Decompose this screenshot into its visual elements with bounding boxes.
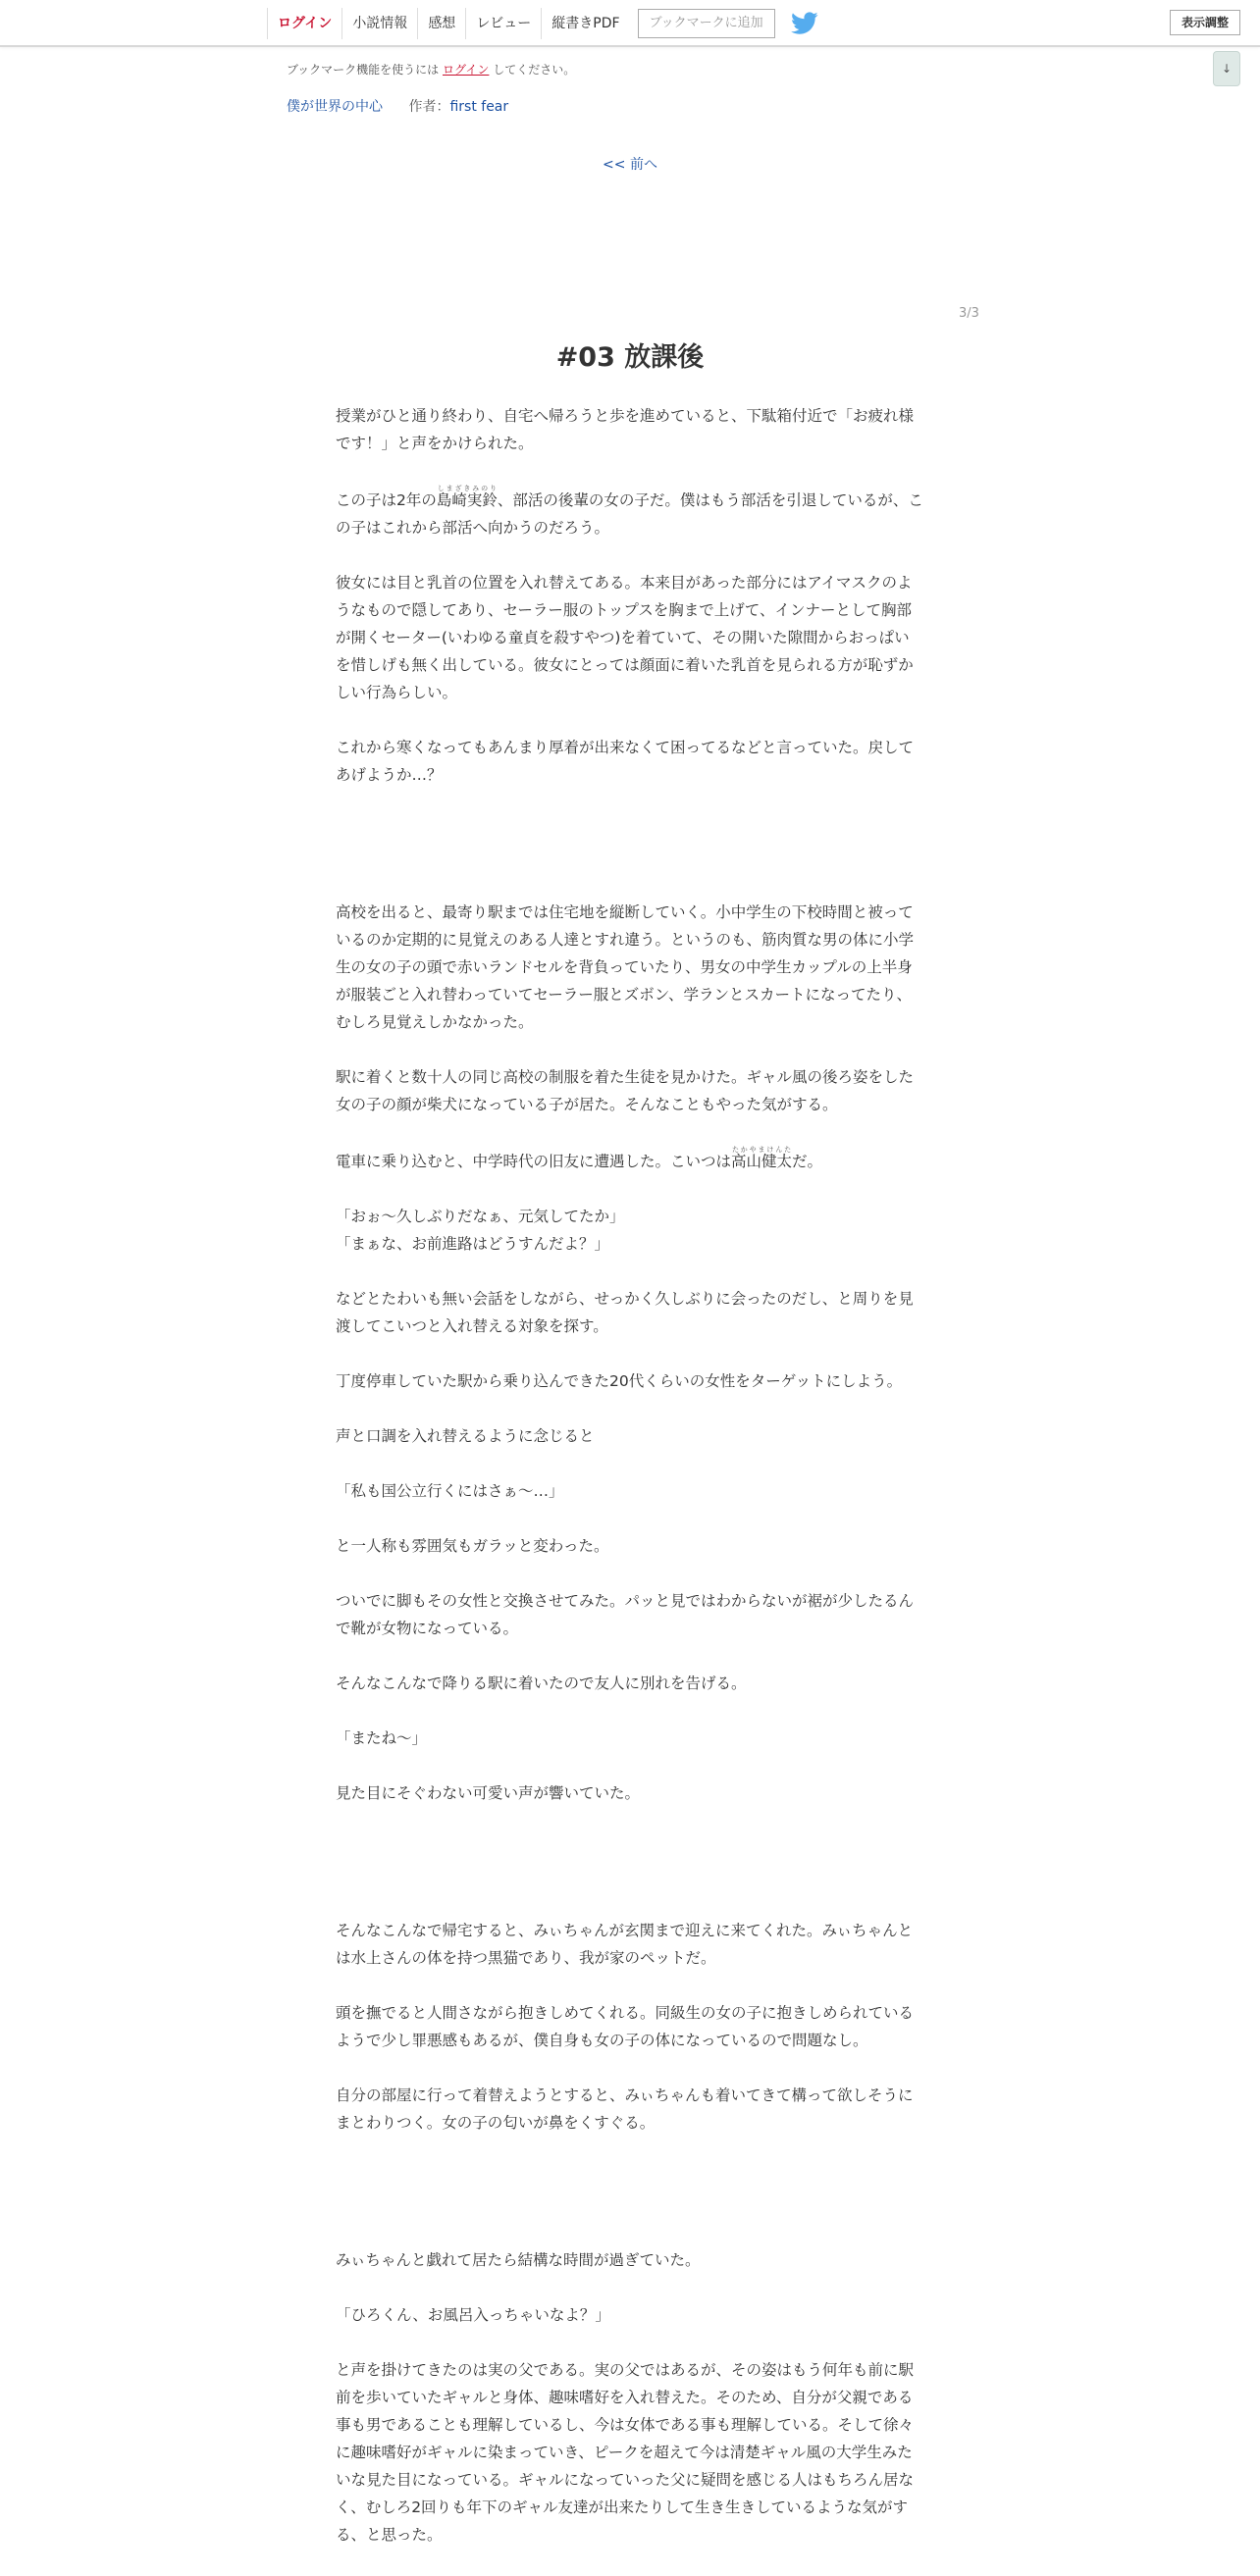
add-bookmark-button[interactable]: ブックマークに追加 bbox=[638, 9, 775, 38]
paragraph: そんなこんなで降りる駅に着いたので友人に別れを告げる。 bbox=[336, 1674, 747, 1692]
scroll-down-button[interactable]: ↓ bbox=[1213, 51, 1240, 86]
chapter-title: #03 放課後 bbox=[555, 342, 705, 373]
ruby-name bbox=[436, 485, 498, 509]
paragraph: と一人称も雰囲気もガラッと変わった。 bbox=[336, 1537, 609, 1555]
display-settings-button[interactable]: 表示調整 bbox=[1170, 10, 1240, 35]
novel-body bbox=[336, 402, 924, 2576]
paragraph: そんなこんなで帰宅すると、みぃちゃんが玄関まで迎えに来てくれた。みぃちゃんとは水上さんの体を持つ黒猫であり、我が家のペットだ。 bbox=[336, 1922, 914, 1967]
prev-page-link[interactable]: << 前へ bbox=[603, 157, 657, 173]
ruby-reading: たかやまけんた bbox=[731, 1146, 793, 1154]
paragraph: 声と口調を入れ替えるように念じると bbox=[336, 1427, 595, 1445]
paragraph bbox=[336, 485, 924, 541]
impressions-link[interactable]: 感想 bbox=[417, 8, 465, 39]
review-link[interactable]: レビュー bbox=[465, 8, 541, 39]
vertical-pdf-link[interactable]: 縦書きPDF bbox=[541, 8, 629, 39]
dialogue-line: 「おぉ～久しぶりだなぁ、元気してたか」 bbox=[336, 1208, 625, 1225]
paragraph: ついでに脚もその女性と交換させてみた。パッと見ではわからないが裾が少したるんで靴が女物になっている。 bbox=[336, 1592, 915, 1637]
author-link[interactable]: first fear bbox=[449, 99, 509, 115]
twitter-icon[interactable] bbox=[791, 12, 818, 35]
text: 電車に乗り込むと、中学時代の旧友に遭遇した。こいつは bbox=[336, 1153, 732, 1170]
novel-title-link[interactable]: 僕が世界の中心 bbox=[287, 99, 383, 115]
dialogue-line: 「またね～」 bbox=[336, 1729, 428, 1747]
paragraph: 授業がひと通り終わり、自宅へ帰ろうと歩を進めていると、下駄箱付近で「お疲れ様です！」と声をかけられた。 bbox=[336, 407, 915, 452]
bookmark-note-text-end: してください。 bbox=[493, 63, 576, 77]
paragraph: 自分の部屋に行って着替えようとすると、みぃちゃんも着いてきて構って欲しそうにまとわりつく。女の子の匂いが鼻をくすぐる。 bbox=[336, 2087, 914, 2132]
bookmark-login-link[interactable]: ログイン bbox=[443, 63, 490, 77]
ruby-reading: しまざきみのり bbox=[436, 485, 498, 492]
paragraph: 彼女には目と乳首の位置を入れ替えてある。本来目があった部分にはアイマスクのようなもので隠してあり、セーラー服のトップスを胸まで上げて、インナーとして胸部が開くセーター(いわゆる童貞を殺すやつ)を着ていて、その開いた隙間からおっぱいを惜しげも無く出している。彼女にとっては顔面に着いた乳首を見られる方が恥ずかしい行為らしい。 bbox=[336, 574, 914, 701]
text: この子は2年の bbox=[336, 491, 437, 509]
paragraph: と声を掛けてきたのは実の父である。実の父ではあるが、その姿はもう何年も前に駅前を歩いていたギャルと身体、趣味嗜好を入れ替えた。そのため、自分が父親である事も男であることも理解しているし、今は女体である事も理解している。そして徐々に趣味嗜好がギャルに染まっていき、ピークを超えて今は清楚ギャル風の大学生みたいな見た目になっている。ギャルになっていった父に疑問を感じる人はもちろん居なく、むしろ2回りも年下のギャル友達が出来たりして生き生きしているような気がする、と思った。 bbox=[336, 2361, 915, 2544]
bookmark-login-note bbox=[287, 61, 575, 77]
novel-meta bbox=[287, 96, 508, 116]
section-gap bbox=[336, 816, 924, 899]
text: 、部活の後輩の女の子だ。僕はもう部活を引退しているが、この子はこれから部活へ向かうのだろう。 bbox=[336, 491, 923, 537]
dialogue-line: 「まぁな、お前進路はどうすんだよ？」 bbox=[336, 1235, 610, 1253]
page-counter: 3/3 bbox=[959, 306, 979, 321]
paragraph: これから寒くなってもあんまり厚着が出来なくて困ってるなどと言っていた。戻してあげようか…？ bbox=[336, 739, 915, 784]
nav-menu bbox=[267, 8, 818, 39]
paragraph bbox=[336, 1146, 924, 1175]
dialogue-line: 「私も国公立行くにはさぁ～…」 bbox=[336, 1482, 564, 1500]
section-gap bbox=[336, 2164, 924, 2246]
author-label: 作者： bbox=[408, 99, 450, 115]
dialogue-line: 「ひろくん、お風呂入っちゃいなよ？」 bbox=[336, 2306, 610, 2324]
paragraph: 駅に着くと数十人の同じ高校の制服を着た生徒を見かけた。ギャル風の後ろ姿をした女の子の顔が柴犬になっている子が居た。そんなこともやった気がする。 bbox=[336, 1068, 915, 1113]
ruby-base: 高山健太 bbox=[731, 1153, 793, 1170]
bookmark-note-text: ブックマーク機能を使うには bbox=[287, 63, 440, 77]
login-link[interactable]: ログイン bbox=[267, 8, 341, 39]
text: だ。 bbox=[792, 1153, 823, 1170]
paragraph: みぃちゃんと戯れて居たら結構な時間が過ぎていた。 bbox=[336, 2251, 701, 2269]
top-navigation-bar bbox=[0, 0, 1260, 47]
ruby-name bbox=[731, 1146, 793, 1170]
section-gap bbox=[336, 1834, 924, 1917]
novel-info-link[interactable]: 小説情報 bbox=[341, 8, 417, 39]
paragraph: 頭を撫でると人間さながら抱きしめてくれる。同級生の女の子に抱きしめられているようで少し罪悪感もあるが、僕自身も女の子の体になっているので問題なし。 bbox=[336, 2004, 915, 2049]
paragraph: などとたわいも無い会話をしながら、せっかく久しぶりに会ったのだし、と周りを見渡してこいつと入れ替える対象を探す。 bbox=[336, 1290, 914, 1335]
paragraph: 見た目にそぐわない可愛い声が響いていた。 bbox=[336, 1784, 641, 1802]
ruby-base: 島崎実鈴 bbox=[436, 491, 498, 509]
paragraph: 高校を出ると、最寄り駅までは住宅地を縦断していく。小中学生の下校時間と被っているのか定期的に見覚えのある人達とすれ違う。というのも、筋肉質な男の体に小学生の女の子の頭で赤いランドセルを背負っていたり、男女の中学生カップルの上半身が服装ごと入れ替わっていてセーラー服とズボン、学ランとスカートになってたり、むしろ見覚えしかなかった。 bbox=[336, 903, 915, 1031]
paragraph: 丁度停車していた駅から乗り込んできた20代くらいの女性をターゲットにしよう。 bbox=[336, 1372, 903, 1390]
twitter-bird-icon bbox=[791, 12, 818, 35]
